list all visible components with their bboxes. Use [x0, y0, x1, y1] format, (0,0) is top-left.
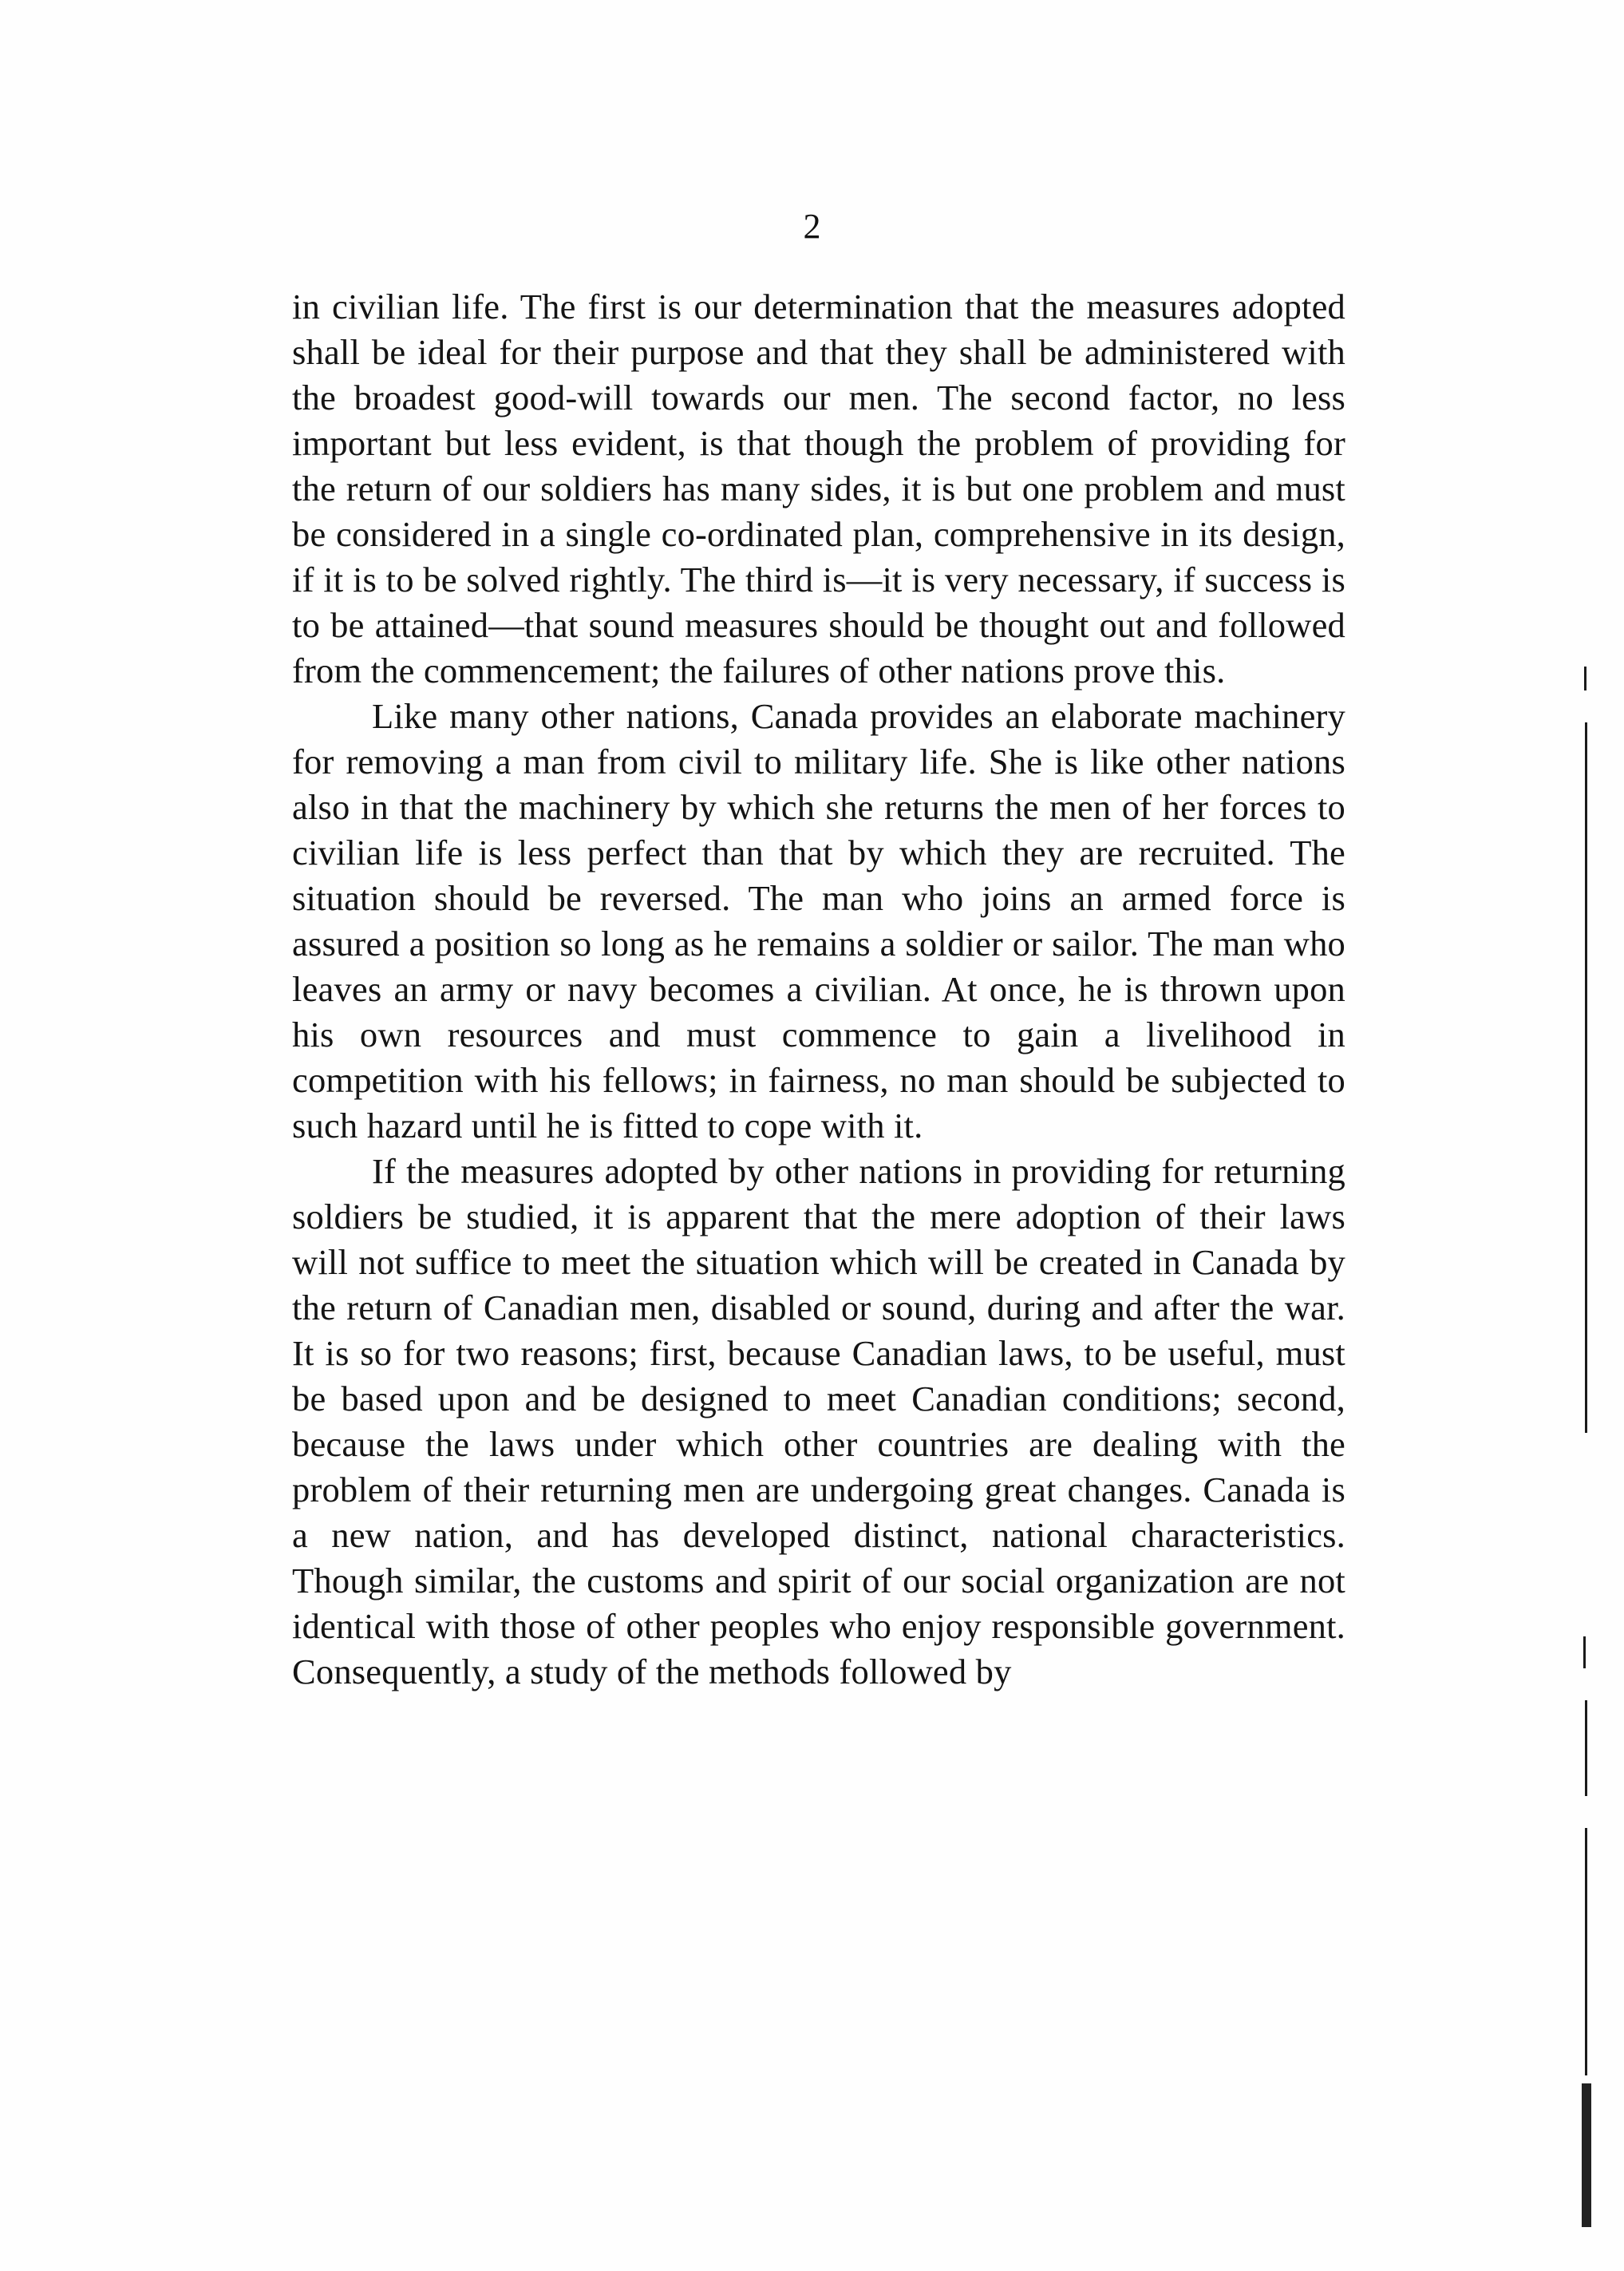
paragraph: in civilian life. The first is our determination that the measures adopted shall be ideal for their purpose and that they shall be administered with the broadest good-will towards our men. The second factor, no less important but less evident, is that though the problem of providing for the return of our soldiers has many sides, it is but one problem and must be considered in a single co-ordinated plan, comprehensive in its design, if it is to be solved rightly. The third is—it is very necessary, if success is to be attained—that sound measures should be thought out and followed from the commencement; the failures of other nations prove this.: [292, 287, 1345, 690]
paragraph: Like many other nations, Canada provides an elaborate machinery for removing a man from civil to military life. She is like other nations also in that the machinery by which she returns the men of her forces to civilian life is less perfect than that by which they are recruited. The situation should be reversed. The man who joins an armed force is assured a position so long as he remains a soldier or sailor. The man who leaves an army or navy becomes a civilian. At once, he is thrown upon his own resources and must commence to gain a livelihood in competition with his fellows; in fairness, no man should be subjected to such hazard until he is fitted to cope with it.: [292, 696, 1345, 1145]
paragraph: If the measures adopted by other nations in providing for returning soldiers be studied, it is apparent that the mere adoption of their laws will not suffice to meet the situation which will be created in Canada by the return of Canadian men, disabled or sound, during and after the war. It is so for two reasons; first, because Canadian laws, to be useful, must be based upon and be designed to meet Canadian conditions; second, because the laws under which other countries are dealing with the problem of their returning men are undergoing great changes. Canada is a new nation, and has developed distinct, national characteristics. Though similar, the customs and spirit of our social organization are not identical with those of other peoples who enjoy responsible government. Consequently, a study of the methods followed by: [292, 1151, 1345, 1691]
scan-edge-mark: [1584, 667, 1586, 690]
scan-edge-mark: [1582, 2083, 1591, 2227]
scan-edge-mark: [1583, 1636, 1586, 1668]
page-number: 2: [803, 207, 821, 246]
scan-edge-mark: [1585, 722, 1587, 1433]
scan-edge-mark: [1585, 1700, 1587, 1796]
body-text: [292, 284, 1345, 1695]
scan-edge-mark: [1585, 1828, 1587, 2075]
